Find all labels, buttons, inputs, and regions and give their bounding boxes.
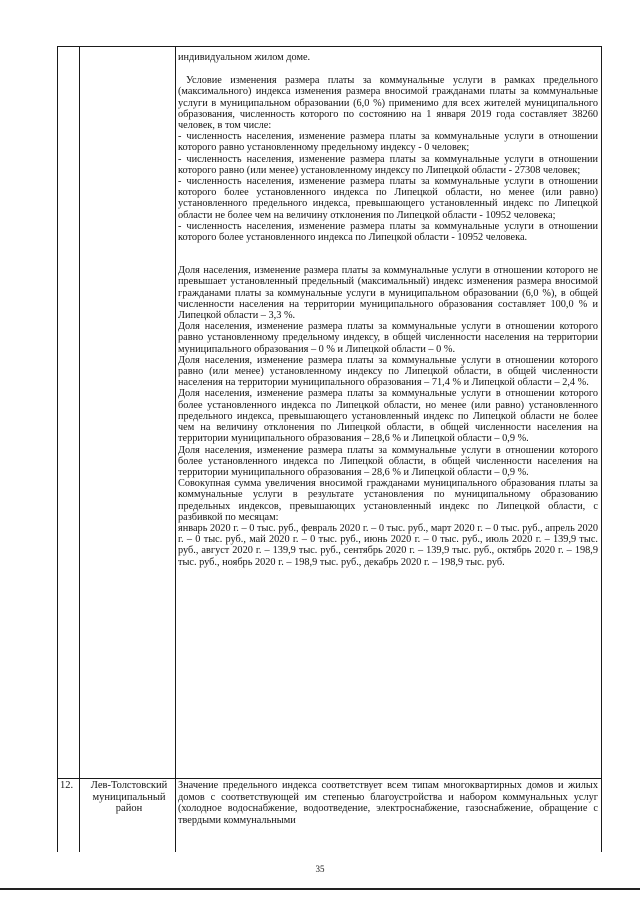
population-bullet-1: - численность населения, изменение размера платы за коммунальные услуги в отношении которого равно установленному предельному индексу - 0 человек; bbox=[178, 131, 598, 154]
table-border-col2 bbox=[175, 46, 176, 852]
table-border-left bbox=[57, 46, 58, 852]
row-12-content: Значение предельного индекса соответствует всем типам многоквартирных домов и жилых домов с соответствующей им степенью благоустройства и набором коммунальных услуг (холодное водоснабжение, водоотведение, электроснабжение, газоснабжение, обращение с твердыми коммунальными bbox=[178, 780, 598, 826]
row-12-number: 12. bbox=[60, 780, 74, 791]
row-12-municipality: Лев-Толстовский муниципальный район bbox=[90, 780, 168, 814]
row-11-content bbox=[178, 52, 598, 568]
footer-rule bbox=[0, 888, 640, 890]
share-paragraph-2: Доля населения, изменение размера платы за коммунальные услуги в отношении которого равно установленному предельному индексу, в общей численности населения на территории муниципального образования – 0 % и Липецкой области – 0 %. bbox=[178, 321, 598, 355]
table-border-col1 bbox=[79, 46, 80, 852]
share-paragraph-4: Доля населения, изменение размера платы за коммунальные услуги в отношении которого более установленного индекса по Липецкой области, но менее (или равно) установленного предельного индекса, превышающего установленный индекс по Липецкой области не более чем на величину отклонения по Липецкой области, в общей численности населения на территории муниципального образования – 28,6 % и Липецкой области – 0,9 %. bbox=[178, 388, 598, 445]
share-paragraph-1: Доля населения, изменение размера платы за коммунальные услуги в отношении которого не превышает установленный предельный (максимальный) индекс изменения размера вносимой гражданами платы за коммунальные услуги в муниципальном образовании (6,0 %), в общей численности населения на территории муниципального образования составляет 100,0 % и Липецкой области – 3,3 %. bbox=[178, 265, 598, 322]
monthly-breakdown: январь 2020 г. – 0 тыс. руб., февраль 2020 г. – 0 тыс. руб., март 2020 г. – 0 тыс. руб., апрель 2020 г. – 0 тыс. руб., май 2020 г. – 0 тыс. руб., июнь 2020 г. – 0 тыс. руб., июль 2020 г. – 139,9 тыс. руб., август 2020 г. – 139,9 тыс. руб., сентябрь 2020 г. – 139,9 тыс. руб., октябрь 2020 г. – 198,9 тыс. руб., ноябрь 2020 г. – 198,9 тыс. руб., декабрь 2020 г. – 198,9 тыс. руб. bbox=[178, 522, 598, 568]
table-border-top bbox=[57, 46, 602, 47]
table-row-divider bbox=[57, 778, 602, 779]
share-paragraph-5: Доля населения, изменение размера платы за коммунальные услуги в отношении которого более установленного индекса по Липецкой области, в общей численности населения на территории муниципального образования – 28,6 % и Липецкой области – 0,9 %. bbox=[178, 444, 598, 478]
continuation-line: индивидуальном жилом доме. bbox=[178, 52, 311, 63]
condition-paragraph: Условие изменения размера платы за коммунальные услуги в рамках предельного (максимального) индекса изменения размера вносимой гражданами платы за коммунальные услуги в муниципальном образовании (6,0 %) применимо для всех жителей муниципального образования, численность которого по состоянию на 1 января 2019 года составляет 38260 человек, в том числе: bbox=[178, 75, 598, 132]
population-bullet-3: - численность населения, изменение размера платы за коммунальные услуги в отношении которого более установленного индекса по Липецкой области, но менее (или равно) установленного предельного индекса, превышающего установленный индекс по Липецкой области не более чем на величину отклонения по Липецкой области - 10952 человека; bbox=[178, 176, 598, 221]
population-bullet-2: - численность населения, изменение размера платы за коммунальные услуги в отношении которого равно (или менее) установленному индексу по Липецкой области - 27308 человек; bbox=[178, 153, 598, 176]
table-border-right bbox=[601, 46, 602, 852]
page-number: 35 bbox=[315, 864, 325, 874]
total-sum-paragraph: Совокупная сумма увеличения вносимой гражданами муниципального образования платы за коммунальные услуги в результате установления по муниципальному образованию предельных индексов, превышающих установленный индекс по Липецкой области, с разбивкой по месяцам: bbox=[178, 478, 598, 523]
share-paragraph-3: Доля населения, изменение размера платы за коммунальные услуги в отношении которого равно (или менее) установленному индексу по Липецкой области, в общей численности населения на территории муниципального образования – 71,4 % и Липецкой области – 2,4 %. bbox=[178, 354, 598, 389]
population-bullet-4: - численность населения, изменение размера платы за коммунальные услуги в отношении которого более установленного индекса по Липецкой области - 10952 человека. bbox=[178, 220, 598, 244]
